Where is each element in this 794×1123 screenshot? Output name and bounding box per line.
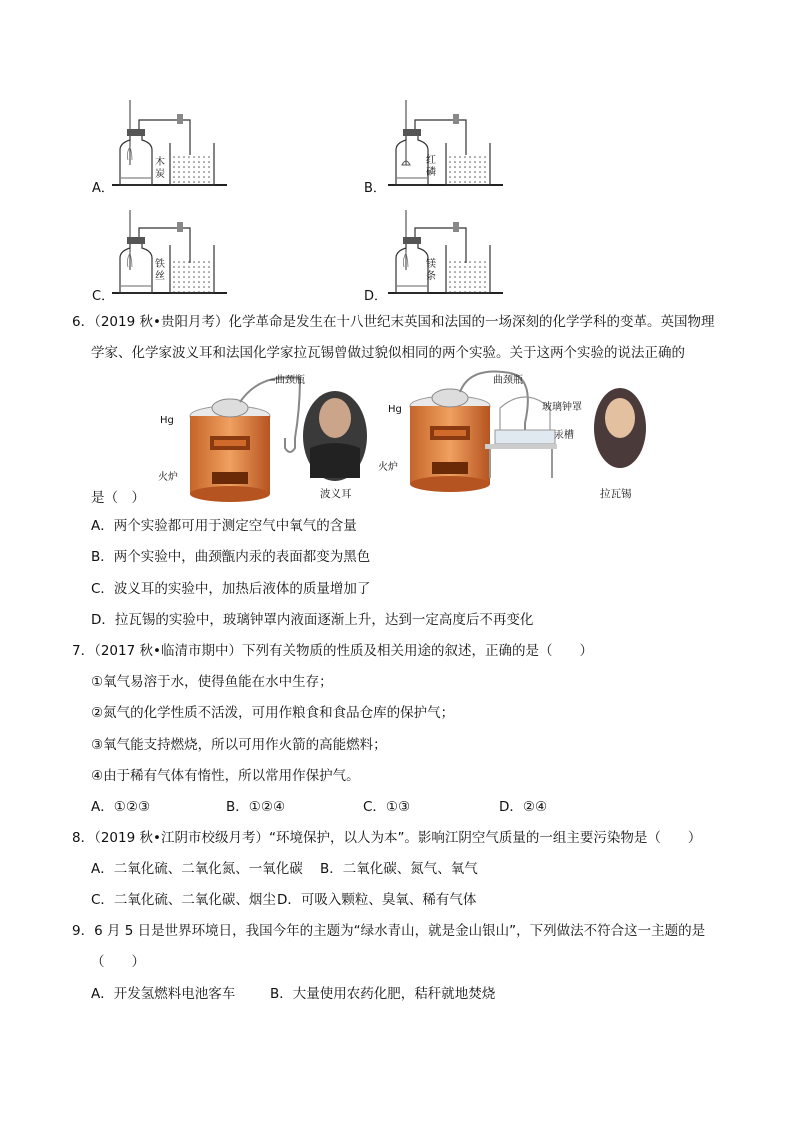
q5-option-a[interactable] xyxy=(92,95,222,195)
q5-option-b-material-top: 红 xyxy=(426,155,436,166)
q7-item-3: ③氧气能支持燃烧，所以可用作火箭的高能燃料； xyxy=(91,737,387,753)
q7-item-1: ①氧气易溶于水，使得鱼能在水中生存； xyxy=(91,674,333,690)
q5-option-c-material-top: 铁 xyxy=(155,259,165,270)
q7-option-b[interactable]: B．①②④ xyxy=(226,799,286,815)
q7-stem: 7．（2017 秋•临清市期中）下列有关物质的性质及相关用途的叙述，正确的是（ ） xyxy=(72,643,593,659)
q5-option-a-letter: A． xyxy=(92,181,114,196)
q6-left-furnace-label: 火炉 xyxy=(158,472,178,483)
q5-option-d-letter: D． xyxy=(364,289,388,304)
q6-stem-line3: 是（ ） xyxy=(91,490,145,506)
q5-option-d[interactable] xyxy=(364,205,494,305)
q8-option-d[interactable]: D．可吸入颗粒、臭氧、稀有气体 xyxy=(277,892,477,908)
q9-paren: （ ） xyxy=(91,954,145,970)
q6-right-furnace-label: 火炉 xyxy=(378,462,398,473)
q8-stem: 8．（2019 秋•江阴市校级月考）“环境保护，以人为本”。影响江阴空气质量的一组主要污染物是（ ） xyxy=(72,830,702,846)
q6-stem-line1: 6．（2019 秋•贵阳月考）化学革命是发生在十八世纪末英国和法国的一场深刻的化学学科的变革。英国物理 xyxy=(72,314,715,330)
q5-option-a-material-bottom: 炭 xyxy=(155,169,165,180)
q6-left-person-caption: 波义耳 xyxy=(320,488,352,500)
apparatus-a-diagram xyxy=(112,95,227,190)
q9-option-a[interactable]: A．开发氢燃料电池客车 xyxy=(91,986,236,1002)
q5-option-a-material-top: 木 xyxy=(155,157,165,168)
q6-option-c[interactable]: C．波义耳的实验中，加热后液体的质量增加了 xyxy=(91,581,371,597)
q5-option-d-material-bottom: 条 xyxy=(426,271,436,282)
q6-stem-line2: 学家、化学家波义耳和法国化学家拉瓦锡曾做过貌似相同的两个实验。关于这两个实验的说法正确的 xyxy=(91,345,685,361)
q5-option-b[interactable] xyxy=(364,95,494,195)
q8-option-a[interactable]: A．二氧化硫、二氧化氮、一氧化碳 xyxy=(91,861,303,877)
q6-option-d[interactable]: D．拉瓦锡的实验中，玻璃钟罩内液面逐渐上升，达到一定高度后不再变化 xyxy=(91,612,534,628)
q5-option-d-material-top: 镁 xyxy=(426,259,436,270)
q5-option-c[interactable] xyxy=(92,205,222,305)
apparatus-b-diagram xyxy=(388,95,503,190)
q9-stem: 9．6 月 5 日是世界环境日，我国今年的主题为“绿水青山，就是金山银山”，下列做法不符合这一主题的是 xyxy=(72,923,706,939)
q6-right-flask-label: 曲颈瓶 xyxy=(493,375,523,386)
q7-item-2: ②氮气的化学性质不活泼，可用作粮食和食品仓库的保护气； xyxy=(91,705,455,721)
q6-right-trough-label: 汞槽 xyxy=(554,430,574,441)
q7-item-4: ④由于稀有气体有惰性，所以常用作保护气。 xyxy=(91,768,360,784)
q8-option-c[interactable]: C．二氧化硫、二氧化碳、烟尘 xyxy=(91,892,276,908)
q6-right-hg-label: Hg xyxy=(388,404,402,415)
q7-option-a[interactable]: A．①②③ xyxy=(91,799,151,815)
q7-option-d[interactable]: D．②④ xyxy=(499,799,548,815)
apparatus-c-diagram xyxy=(112,205,227,300)
q6-left-flask-label: 曲颈瓶 xyxy=(275,375,305,386)
q5-option-b-material-bottom: 磷 xyxy=(426,167,436,178)
q6-figure-svg xyxy=(150,368,660,502)
q6-figure xyxy=(150,368,660,502)
q7-option-c[interactable]: C．①③ xyxy=(363,799,411,815)
q6-option-b[interactable]: B．两个实验中，曲颈甑内汞的表面都变为黑色 xyxy=(91,549,371,565)
q8-option-b[interactable]: B．二氧化碳、氮气、氧气 xyxy=(320,861,478,877)
q9-option-b[interactable]: B．大量使用农药化肥，秸秆就地焚烧 xyxy=(270,986,496,1002)
apparatus-d-diagram xyxy=(388,205,503,300)
q6-right-bell-label: 玻璃钟罩 xyxy=(542,402,582,413)
q5-option-b-letter: B． xyxy=(364,181,386,196)
q6-right-person-caption: 拉瓦锡 xyxy=(600,488,632,500)
q5-option-c-letter: C． xyxy=(92,289,115,304)
q6-option-a[interactable]: A．两个实验都可用于测定空气中氧气的含量 xyxy=(91,518,357,534)
q6-left-hg-label: Hg xyxy=(160,415,174,426)
q5-option-c-material-bottom: 丝 xyxy=(155,271,165,282)
